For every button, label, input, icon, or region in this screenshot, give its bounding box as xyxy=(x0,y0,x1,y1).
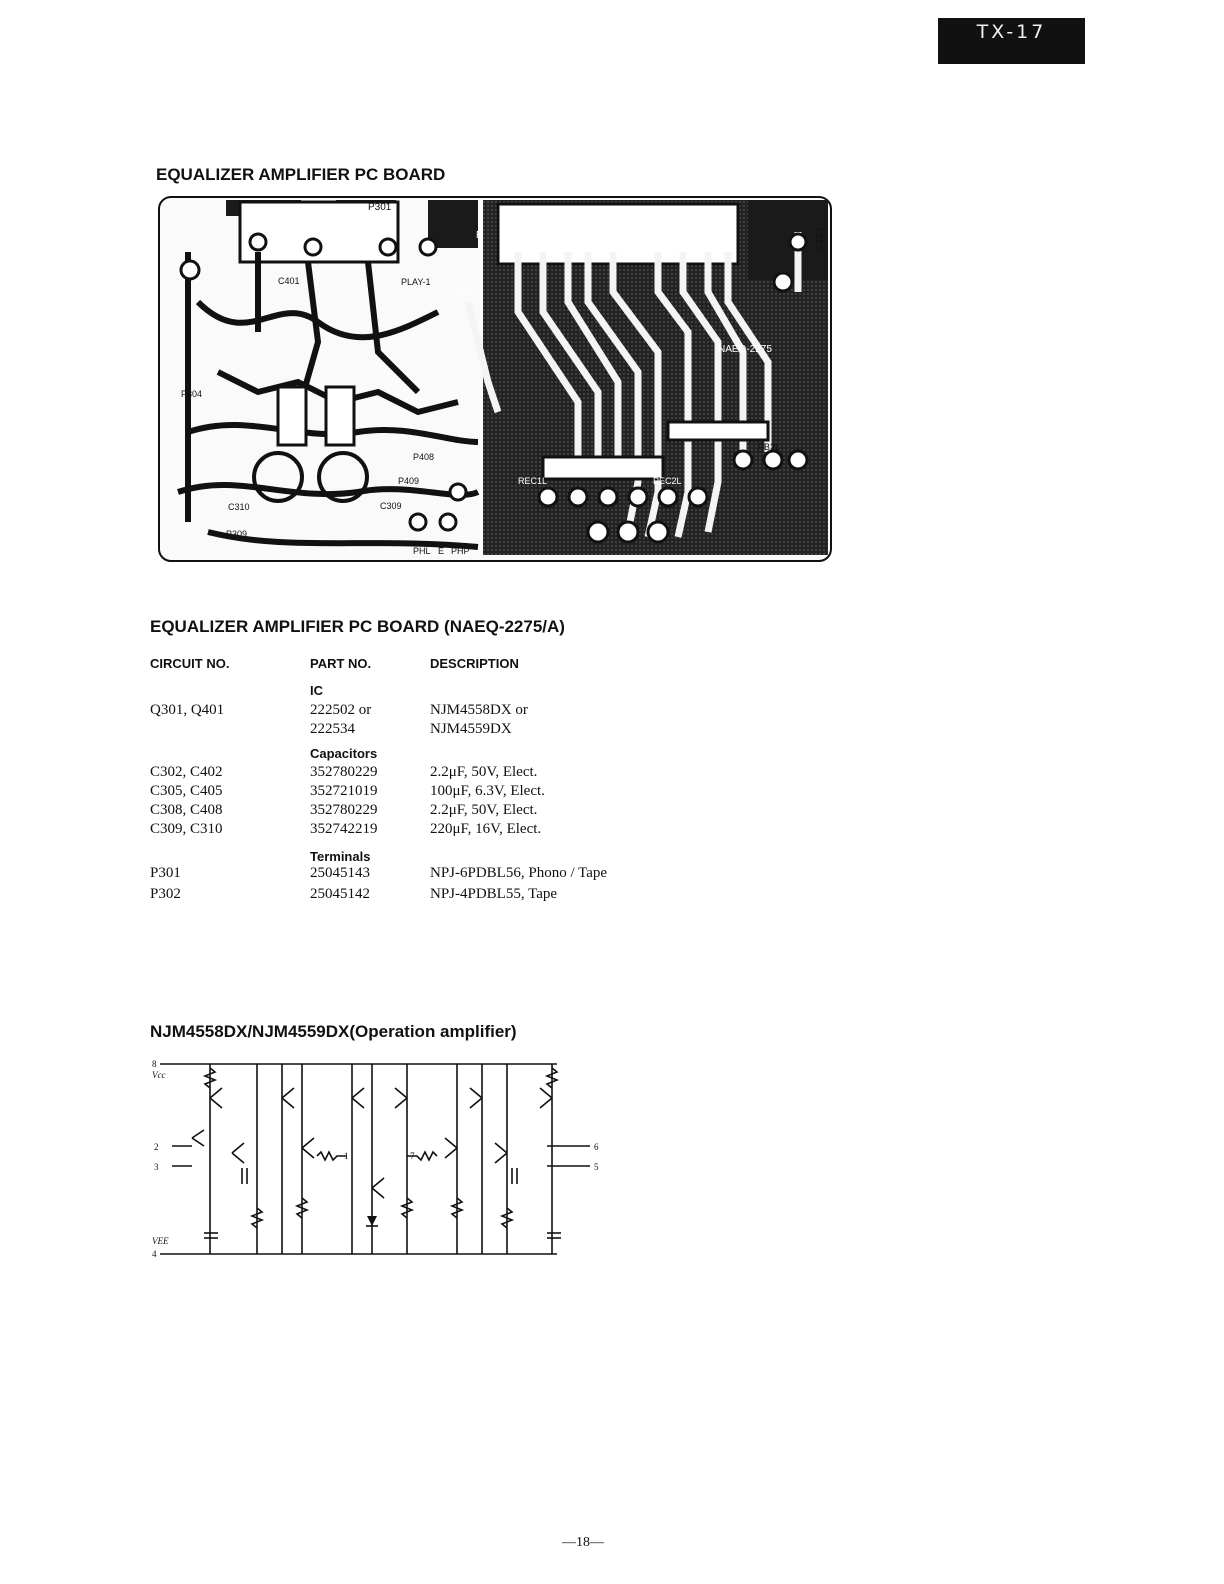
pin-label: 7 xyxy=(410,1151,415,1161)
table-cell: 25045143 xyxy=(310,865,370,881)
page-number: —18— xyxy=(562,1535,604,1550)
model-tag: TX-17 xyxy=(938,18,1085,64)
table-cell: 352721019 xyxy=(310,783,378,799)
pcb-label: P301 xyxy=(368,202,392,213)
pin-label: 5 xyxy=(594,1162,599,1172)
pcb-label: C401 xyxy=(278,276,300,286)
pcb-label: PLAY-1 xyxy=(401,277,431,287)
pcb-label: P409 xyxy=(398,476,420,486)
table-cell: 222502 or xyxy=(310,702,372,718)
pin-label: Vcc xyxy=(152,1070,166,1080)
table-cell: P302 xyxy=(150,886,181,902)
table-cell: P301 xyxy=(150,865,181,881)
circuit-no-header: CIRCUIT NO. xyxy=(150,656,230,671)
pcb-label: P408 xyxy=(413,452,435,462)
parts-list-heading: EQUALIZER AMPLIFIER PC BOARD (NAEQ-2275/A) xyxy=(150,617,565,636)
table-cell: C309, C310 xyxy=(150,821,223,837)
table-cell: NPJ-4PDBL55, Tape xyxy=(430,886,558,902)
pcb-label: C309 xyxy=(380,501,402,511)
group-capacitors: Capacitors xyxy=(310,746,378,761)
table-cell: C302, C402 xyxy=(150,764,223,780)
pcb-layout-image xyxy=(158,192,833,564)
pcb-label: PHP xyxy=(451,546,470,556)
group-terminals: Terminals xyxy=(310,849,371,864)
pcb-label: REC1L xyxy=(518,476,548,486)
pcb-label: P309 xyxy=(226,529,248,539)
pcb-label: PEC2L xyxy=(653,476,682,486)
pin-label: 8 xyxy=(152,1059,157,1069)
table-cell: 352780229 xyxy=(310,764,378,780)
table-cell: 25045142 xyxy=(310,886,370,902)
pin-label: VEE xyxy=(152,1236,169,1246)
opamp-heading: NJM4558DX/NJM4559DX(Operation amplifier) xyxy=(150,1022,517,1041)
pcb-label: NAEQ-2275 xyxy=(718,344,772,355)
table-cell: C305, C405 xyxy=(150,783,223,799)
table-cell: 352742219 xyxy=(310,821,378,837)
pin-label: 6 xyxy=(594,1142,599,1152)
pcb-label: E xyxy=(476,230,483,241)
pin-label: 4 xyxy=(152,1249,157,1259)
pcb-label: E xyxy=(673,226,680,237)
description-header: DESCRIPTION xyxy=(430,656,519,671)
pcb-label: REC-2 xyxy=(456,287,484,297)
pcb-label: C323 xyxy=(815,228,826,252)
table-cell: 352780229 xyxy=(310,802,378,818)
group-ic: IC xyxy=(310,683,323,698)
table-cell: NPJ-6PDBL56, Phono / Tape xyxy=(430,865,608,881)
pcb-heading: EQUALIZER AMPLIFIER PC BOARD xyxy=(156,165,446,184)
opamp-schematic xyxy=(152,1058,607,1263)
pin-label: 2 xyxy=(154,1142,159,1152)
pcb-label: PB2L xyxy=(758,442,781,452)
pcb-label: E xyxy=(438,546,445,556)
table-cell: 2.2μF, 50V, Elect. xyxy=(430,764,538,780)
table-cell: Q301, Q401 xyxy=(150,702,225,718)
pin-label: 1 xyxy=(344,1151,349,1161)
pcb-label: C310 xyxy=(228,502,250,512)
part-no-header: PART NO. xyxy=(310,656,372,671)
table-cell: NJM4559DX xyxy=(430,721,512,737)
table-cell: 100μF, 6.3V, Elect. xyxy=(430,783,545,799)
table-cell: C308, C408 xyxy=(150,802,223,818)
pcb-label: P304 xyxy=(181,389,203,399)
table-cell: NJM4558DX or xyxy=(430,702,528,718)
table-cell: 2.2μF, 50V, Elect. xyxy=(430,802,538,818)
table-cell: 220μF, 16V, Elect. xyxy=(430,821,542,837)
table-cell: 222534 xyxy=(310,721,355,737)
pcb-label: PHL xyxy=(413,546,431,556)
pin-label: 3 xyxy=(154,1162,159,1172)
